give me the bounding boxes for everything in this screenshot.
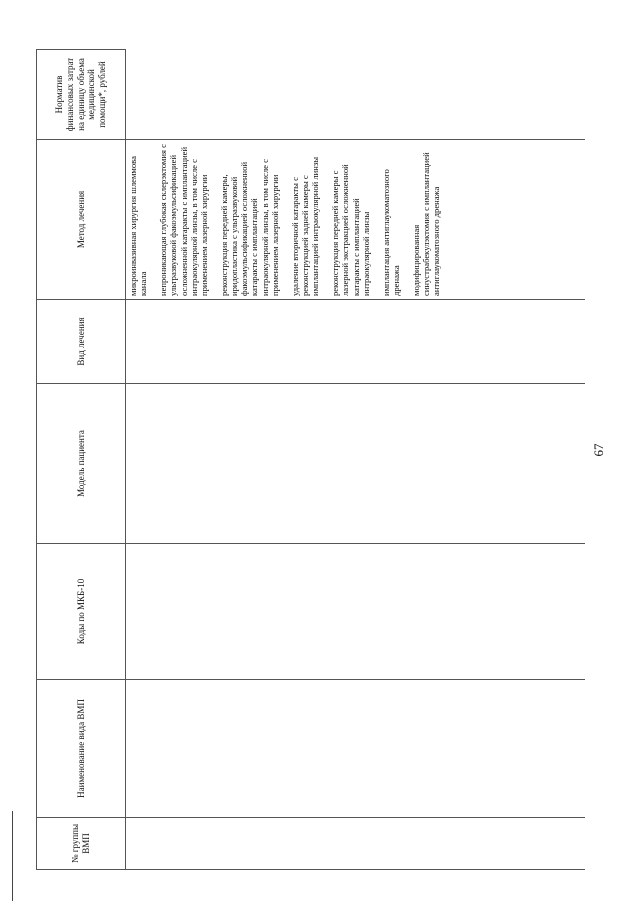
method-item: непроникающая глубокая склерэктомия с ультразвуковой факоэмульсификацией осложненной катаракты с имплантацией интраокулярной линзы, в том числе с применением лазерной хирургии [158, 144, 209, 296]
vmp-table [36, 49, 585, 870]
header-model: Модель пациента [37, 384, 126, 544]
method-item: модифицированная синустрабекулэктомия с имплантацией антиглаукоматозного дренажа [411, 152, 442, 296]
header-type: Вид лечения [37, 300, 126, 384]
cell-type [126, 300, 586, 384]
page-number: 67 [591, 443, 606, 457]
method-item: реконструкция передней камеры, иридопластика с ультразвуковой факоэмульсификацией осложненной катаракты с имплантацией интраокулярной линзы, в том числе с применением лазерной хирургии [218, 159, 280, 296]
method-item: реконструкция передней камеры с лазерной экстракцией осложненной катаракты с имплантацией интраокулярной линзы [330, 164, 371, 296]
header-method: Метод лечения [37, 140, 126, 300]
method-item: имплантация антиглаукоматозного дренажа [380, 169, 401, 296]
footer-rule [12, 811, 13, 901]
method-item: удаление вторичной катаракты с реконструкцией задней камеры с имплантацией интраокулярной линзы [289, 156, 321, 296]
cell-method [126, 140, 586, 300]
method-item: микроинвазивная хирургия шлеммова канала [128, 156, 149, 296]
cell-group-no [126, 818, 586, 870]
header-group-no: № группы ВМП [37, 818, 126, 870]
header-codes: Коды по МКБ-10 [37, 544, 126, 680]
cell-model [126, 384, 586, 544]
header-name: Наименование вида ВМП [37, 680, 126, 818]
cell-name [126, 680, 586, 818]
table-header-row [37, 50, 126, 870]
table-row [126, 50, 586, 870]
header-norm: Норматив финансовых затрат на единицу объема медицинской помощи*, рублей [37, 50, 126, 140]
cell-codes [126, 544, 586, 680]
cell-norm [126, 50, 586, 140]
